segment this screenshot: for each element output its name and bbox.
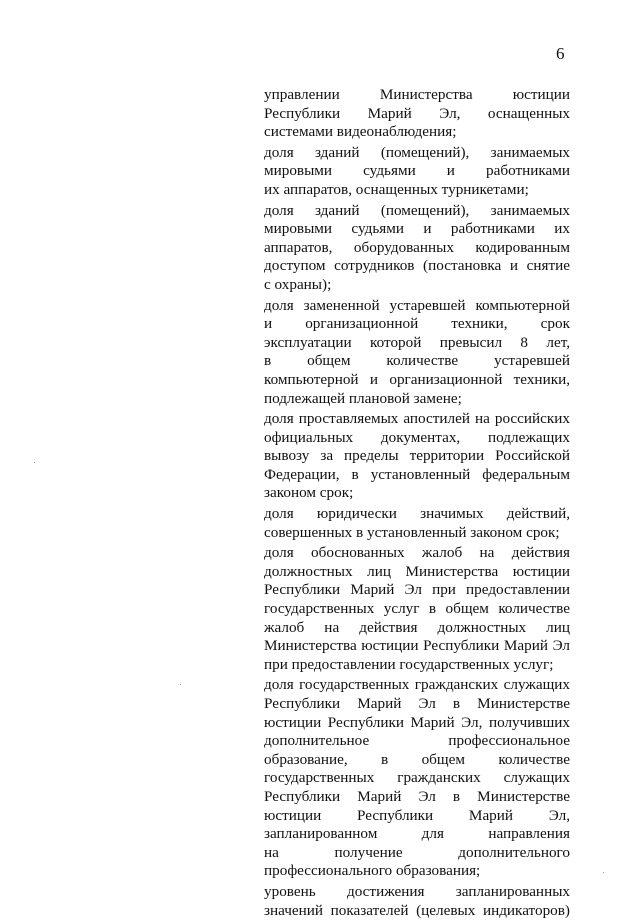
text-line: государственных гражданских служащих	[264, 769, 570, 787]
text-line: Республики Марий Эл в Министерстве	[264, 787, 570, 805]
text-line: Республики Марий Эл, оснащенных	[264, 104, 570, 122]
paragraph	[264, 86, 570, 142]
paragraph	[264, 410, 570, 503]
text-line: Министерства юстиции Республики Марий Эл	[264, 637, 570, 655]
text-line: доля государственных гражданских служащих	[264, 676, 570, 694]
text-line: Республики Марий Эл при предоставлении	[264, 581, 570, 599]
text-line: жалоб на действия должностных лиц	[264, 618, 570, 636]
text-line: на получение дополнительного	[264, 843, 570, 861]
text-line: юстиции Республики Марий Эл, получивших	[264, 713, 570, 731]
text-line: законом срок;	[264, 484, 354, 502]
paragraph	[264, 202, 570, 295]
paragraph	[264, 144, 570, 200]
paragraph	[264, 544, 570, 674]
scan-speck	[603, 872, 604, 873]
text-line: образование, в общем количестве	[264, 750, 570, 768]
text-line: и организационной техники, срок	[264, 315, 570, 333]
text-line: доля зданий (помещений), занимаемых	[264, 143, 570, 161]
text-line: дополнительное профессиональное	[264, 732, 570, 750]
text-line: доступом сотрудников (постановка и снятие	[264, 257, 570, 275]
text-line: аппаратов, оборудованных кодированным	[264, 238, 570, 256]
text-line: управлении Министерства юстиции	[264, 86, 570, 103]
paragraph	[264, 297, 570, 409]
page-number: 6	[556, 44, 565, 63]
paragraph	[264, 676, 570, 881]
text-line: эксплуатации которой превысил 8 лет,	[264, 333, 570, 351]
text-line: уровень достижения запланированных	[264, 882, 570, 900]
text-line: доля проставляемых апостилей на российских	[264, 410, 570, 428]
paragraph	[264, 883, 570, 920]
text-line: подлежащей плановой замене;	[264, 389, 462, 407]
text-line: государственных услуг в общем количестве	[264, 600, 570, 618]
text-line: официальных документах, подлежащих	[264, 428, 570, 446]
text-line: в общем количестве устаревшей	[264, 352, 570, 370]
scan-speck	[180, 684, 181, 685]
text-line: их аппаратов, оснащенных турникетами;	[264, 180, 529, 198]
text-line: должностных лиц Министерства юстиции	[264, 562, 570, 580]
paragraph	[264, 505, 570, 542]
text-line: с охраны);	[264, 275, 332, 293]
text-line: юстиции Республики Марий Эл,	[264, 806, 570, 824]
text-line: совершенных в установленный законом срок;	[264, 523, 560, 541]
text-line: мировыми судьями и работниками их	[264, 220, 570, 238]
text-line: Республики Марий Эл в Министерстве	[264, 695, 570, 712]
text-line: доля зданий (помещений), занимаемых	[264, 201, 570, 219]
document-text-column	[264, 86, 570, 920]
text-line: доля обоснованных жалоб на действия	[264, 544, 570, 562]
scan-speck	[34, 462, 35, 463]
text-line: профессионального образования;	[264, 862, 481, 880]
text-line: доля юридически значимых действий,	[264, 505, 570, 523]
text-line: при предоставлении государственных услуг;	[264, 655, 554, 673]
text-line: доля замененной устаревшей компьютерной	[264, 296, 570, 314]
text-line: компьютерной и организационной техники,	[264, 370, 570, 388]
text-line: системами видеонаблюдения;	[264, 123, 457, 141]
text-line: мировыми судьями и работниками	[264, 162, 570, 180]
text-line: Федерации, в установленный федеральным	[264, 465, 570, 483]
text-line: запланированном для направления	[264, 825, 570, 843]
text-line: вывозу за пределы территории Российской	[264, 447, 570, 465]
text-line: значений показателей (целевых индикаторов)	[264, 901, 570, 919]
